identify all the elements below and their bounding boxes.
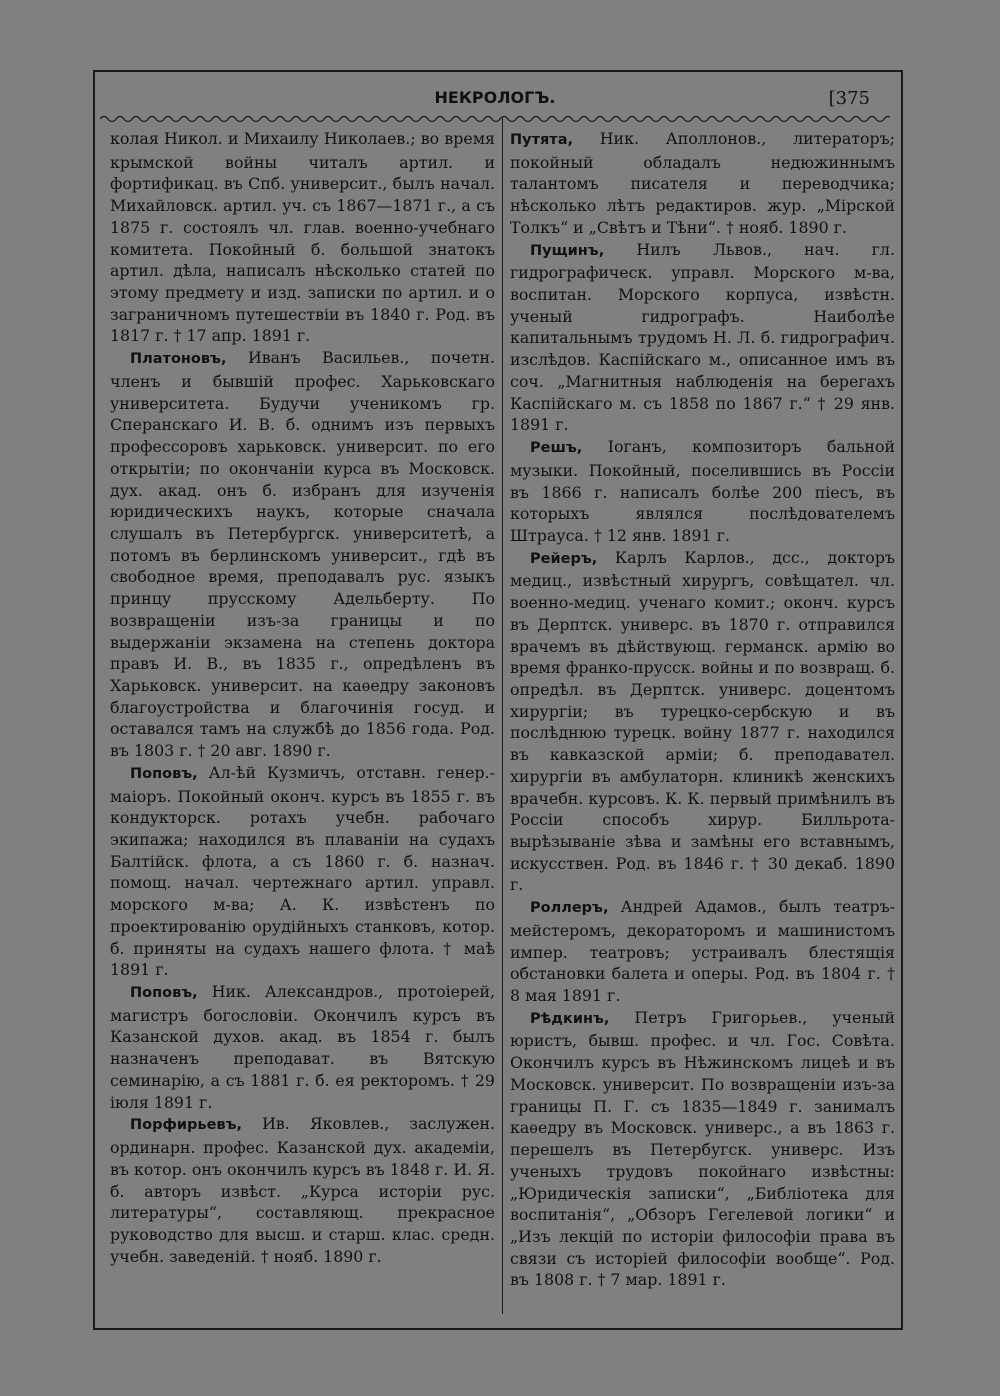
obituary-entry: [510, 896, 895, 1007]
entry-name: Платоновъ,: [130, 351, 227, 368]
obituary-entry: [510, 547, 895, 897]
obituary-entry: [110, 1113, 495, 1267]
obituary-entry: [510, 128, 895, 239]
obituary-entry: [110, 128, 495, 347]
entry-name: Пущинъ,: [530, 242, 605, 259]
column-divider: [502, 118, 503, 1314]
entry-text: колая Никол. и Михаилу Николаев.; во время крымской войны читалъ артил. и фортификац. въ Спб. университ., былъ начал. Михайловск. артил. уч. съ 1867—1871 г., а съ 1875 г. состоялъ чл. глав. военно-учебнаго комитета. Покойный б. большой знатокъ артил. дѣла, написалъ нѣсколько статей по этому предмету и изд. записки по артил. и о заграничномъ путешествіи въ 1840 г. Род. въ 1817 г. † 17 апр. 1891 г.: [110, 129, 495, 346]
obituary-entry: [510, 1007, 895, 1291]
entry-text: Карлъ Карлов., дсс., докторъ медиц., извѣстный хирургъ, совѣщател. чл. военно-медиц. ученаго комит.; оконч. курсъ въ Дерптск. универс. въ 1870 г. отправился врачемъ въ дѣйствующ. германск. армію во время франко-прусск. войны и по возвращ. б. опредѣл. въ Дерптск. универс. доцентомъ хирургіи; въ турецко-сербскую и въ послѣднюю турецк. войну 1877 г. находился въ кавказской арміи; б. преподавател. хирургіи въ амбулаторн. клиникѣ женскихъ врачебн. курсовъ. К. К. первый примѣнилъ въ Россіи способъ хирур. Билльрота-вырѣзываніе зѣва и замѣны его вставнымъ, искусствен. Род. въ 1846 г. † 30 декаб. 1890 г.: [510, 547, 895, 895]
entry-name: Рѣдкинъ,: [530, 1010, 610, 1027]
entry-name: Поповъ,: [130, 985, 198, 1002]
entry-text: Іоганъ, композиторъ бальной музыки. Покойный, поселившись въ Россіи въ 1866 г. написалъ болѣе 200 піесъ, въ которыхъ являлся послѣдователемъ Штрауса. † 12 янв. 1891 г.: [510, 437, 895, 545]
page-number: [375: [828, 88, 870, 109]
entry-name: Порфирьевъ,: [130, 1117, 242, 1134]
obituary-entry: [110, 762, 495, 981]
entry-name: Рейеръ,: [530, 550, 598, 567]
entry-name: Путята,: [510, 132, 573, 148]
obituary-entry: [110, 347, 495, 762]
left-column: [110, 128, 495, 1267]
page-title: НЕКРОЛОГЪ.: [434, 88, 556, 107]
right-column: [510, 128, 895, 1291]
obituary-entry: [510, 239, 895, 436]
entry-text: Ал-ѣй Кузмичъ, отставн. генер.-маіоръ. Покойный оконч. курсъ въ 1855 г. въ кондукторск. ротахъ учебн. рабочаго экипажа; находился въ плаваніи на судахъ Балтійск. флота, а съ 1860 г. б. назнач. помощ. начал. чертежнаго артил. управл. морского м-ва; А. К. извѣстенъ по проектированію орудійныхъ станковъ, котор. б. приняты на судахъ нашего флота. † маѣ 1891 г.: [110, 762, 495, 980]
entry-text: Иванъ Васильев., почетн. членъ и бывшій профес. Харьковскаго университета. Будучи ученикомъ гр. Сперанскаго И. В. б. однимъ изъ первыхъ профессоровъ харьковск. университ. по его открытіи; по окончаніи курса въ Московск. дух. акад. онъ б. избранъ для изученія юридическихъ наукъ, которые сначала слушалъ въ Петербургск. университетѣ, а потомъ въ берлинскомъ университ., гдѣ въ свободное время, преподавалъ рус. языкъ принцу прусскому Адельберту. По возвращеніи изъ-за границы и по выдержаніи экзамена на степень доктора правъ И. В., въ 1835 г., опредѣленъ въ Харьковск. университ. на каѳедру законовъ благоустройства и благочинія госуд. и оставался тамъ на службѣ до 1856 года. Род. въ 1803 г. † 20 авг. 1890 г.: [110, 348, 496, 761]
entry-name: Поповъ,: [130, 765, 198, 782]
entry-text: Андрей Адамов., былъ театръ-мейстеромъ, декораторомъ и машинистомъ импер. театровъ; устраивалъ блестящія обстановки балета и оперы. Род. въ 1804 г. † 8 мая 1891 г.: [510, 897, 896, 1006]
obituary-entry: [510, 436, 895, 547]
entry-text: Ник. Аполлонов., литераторъ; покойный обладалъ недюжиннымъ талантомъ писателя и переводчика; нѣсколько лѣтъ редактиров. жур. „Мірской Толкъ“ и „Свѣтъ и Тѣни“. † нояб. 1890 г.: [510, 129, 895, 237]
entry-text: Петръ Григорьев., ученый юристъ, бывш. профес. и чл. Гос. Совѣта. Окончилъ курсъ въ Нѣжинскомъ лицеѣ и въ Московск. университ. По возвращеніи изъ-за границы П. Г. съ 1835—1849 г. занималъ каѳедру въ Московск. универс., а въ 1863 г. перешелъ въ Петербугск. универс. Изъ ученыхъ трудовъ покойнаго извѣстны: „Юридическія записки“, „Библіотека для воспитанія“, „Обзоръ Гегелевой логики“ и „Изъ лекцій по исторіи философіи права въ связи съ исторіей философіи вообще“. Род. въ 1808 г. † 7 мар. 1891 г.: [510, 1007, 895, 1290]
entry-name: Решъ,: [530, 440, 583, 457]
entry-text: Ник. Александров., протоіерей, магистръ богословіи. Окончилъ курсъ въ Казанской духов. акад. въ 1854 г. былъ назначенъ преподават. въ Вятскую семинарію, а съ 1881 г. б. ея ректоромъ. † 29 іюля 1891 г.: [110, 982, 495, 1112]
obituary-entry: [110, 981, 495, 1113]
entry-text: Нилъ Львов., нач. гл. гидрографическ. управл. Морского м-ва, воспитан. Морского корпуса, извѣстн. ученый гидрографъ. Наиболѣе капитальнымъ трудомъ Н. Л. б. гидрографич. изслѣдов. Каспійскаго м., описанное имъ въ соч. „Магнитныя наблюденія на берегахъ Каспійскаго м. съ 1858 по 1867 г.“ † 29 янв. 1891 г.: [510, 239, 895, 435]
running-header: [100, 88, 890, 112]
header-wavy-rule: [100, 113, 890, 125]
entry-name: Роллеръ,: [530, 900, 609, 917]
entry-text: Ив. Яковлев., заслужен. ординарн. профес. Казанской дух. академіи, въ котор. онъ окончилъ курсъ въ 1848 г. И. Я. б. авторъ извѣст. „Курса исторіи рус. литературы“, составляющ. прекрасное руководство для высш. и старш. клас. средн. учебн. заведеній. † нояб. 1890 г.: [110, 1114, 495, 1266]
